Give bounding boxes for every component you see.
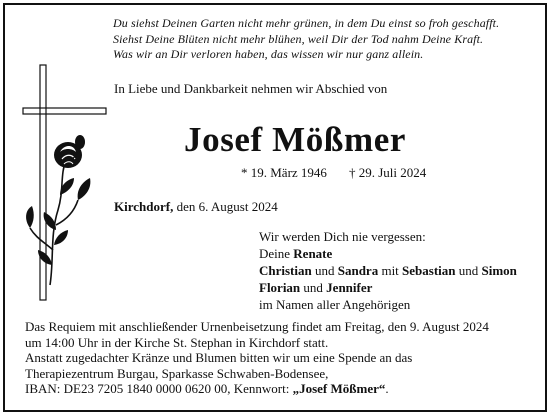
- family-name-florian: Florian: [259, 280, 301, 295]
- notice-keyword: „Josef Mößmer“: [292, 381, 386, 397]
- place-date: [114, 199, 278, 215]
- intro-text: In Liebe und Dankbarkeit nehmen wir Abschied von: [114, 81, 388, 96]
- family-name-christian: Christian: [259, 263, 312, 278]
- notice-block: [25, 319, 489, 397]
- notice-line-1: Das Requiem mit anschließender Urnenbeisetzung findet am Freitag, den 9. August 2024: [25, 319, 489, 334]
- poem-line-3: Was wir an Dir verloren haben, das wissen wir nur ganz allein.: [113, 47, 424, 61]
- family-line-5: im Namen aller Angehörigen: [259, 297, 411, 312]
- family-text: und: [455, 263, 482, 278]
- family-name-sebastian: Sebastian: [402, 263, 456, 278]
- deceased-name: Josef Mößmer: [184, 120, 406, 159]
- family-text: und: [311, 263, 338, 278]
- notice-text: .: [385, 381, 389, 397]
- family-name-renate: Renate: [293, 246, 333, 261]
- family-name-sandra: Sandra: [337, 263, 379, 278]
- birth-date: * 19. März 1946: [241, 165, 327, 180]
- notice-line-5: [25, 381, 489, 397]
- cross-with-rose-icon: [20, 60, 120, 310]
- date: den 6. August 2024: [173, 199, 278, 214]
- family-line-3: [259, 262, 517, 279]
- family-name-jennifer: Jennifer: [326, 280, 373, 295]
- notice-line-2: um 14:00 Uhr in der Kirche St. Stephan in Kirchdorf statt.: [25, 334, 329, 350]
- family-line-1: Wir werden Dich nie vergessen:: [259, 229, 426, 244]
- family-name-simon: Simon: [481, 263, 517, 278]
- family-text: Deine: [259, 246, 294, 261]
- poem-line-2: Siehst Deine Blüten nicht mehr blühen, weil Dir der Tod nahm Deine Kraft.: [113, 31, 484, 46]
- poem: [113, 16, 499, 63]
- life-dates: [241, 165, 426, 181]
- family-text: mit: [378, 263, 403, 278]
- family-line-4: [259, 279, 517, 296]
- family-block: [259, 228, 517, 313]
- poem-line-1: Du siehst Deinen Garten nicht mehr grünen, in dem Du einst so froh geschafft.: [113, 16, 500, 30]
- place: Kirchdorf,: [114, 199, 174, 214]
- notice-iban: IBAN: DE23 7205 1840 0000 0620 00, Kennwort:: [25, 381, 293, 397]
- family-line-2: [259, 245, 517, 262]
- death-date: † 29. Juli 2024: [348, 165, 427, 180]
- family-text: und: [300, 280, 327, 295]
- notice-line-4: Therapiezentrum Burgau, Sparkasse Schwaben-Bodensee,: [25, 365, 329, 381]
- notice-line-3: Anstatt zugedachter Kränze und Blumen bitten wir um eine Spende an das: [25, 350, 413, 366]
